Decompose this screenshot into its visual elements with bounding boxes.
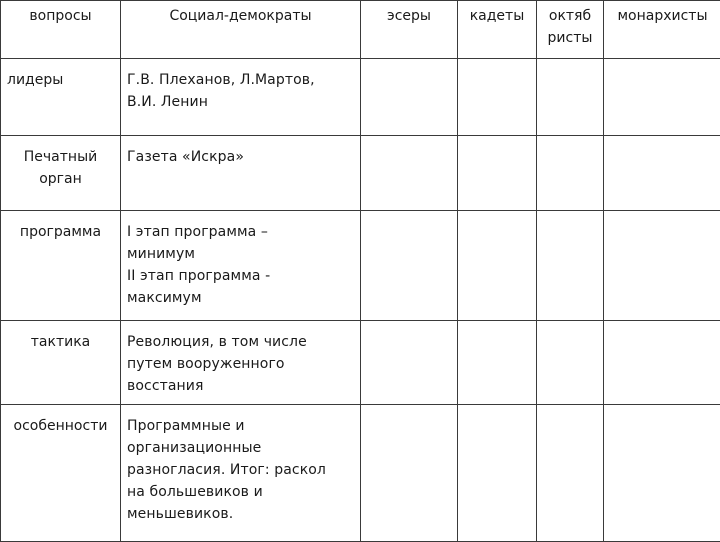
cell-monarchists-leaders xyxy=(604,59,720,136)
sd-features xyxy=(121,405,361,542)
header-octobrists xyxy=(537,1,604,59)
question-press-organ-line-1: Печатный xyxy=(1,146,120,168)
header-questions xyxy=(1,1,121,59)
row-press-organ xyxy=(1,136,720,211)
sd-program-line-3: II этап программа - xyxy=(127,265,352,287)
header-questions-text: вопросы xyxy=(1,5,120,27)
header-esers-text: эсеры xyxy=(361,5,457,27)
cell-octobrists-press-organ xyxy=(537,136,604,211)
header-social-democrats-text: Социал-демократы xyxy=(121,5,360,27)
cell-monarchists-tactics xyxy=(604,321,720,405)
question-features-text: особенности xyxy=(1,415,120,437)
sd-features-line-4: на большевиков и xyxy=(127,481,352,503)
header-octobrists-line-1: октяб xyxy=(537,5,603,27)
cell-kadets-features xyxy=(458,405,537,542)
question-press-organ-line-2: орган xyxy=(1,168,120,190)
question-tactics-text: тактика xyxy=(1,331,120,353)
question-tactics xyxy=(1,321,121,405)
header-monarchists-text: монархисты xyxy=(604,5,720,27)
cell-monarchists-features xyxy=(604,405,720,542)
cell-octobrists-program xyxy=(537,211,604,321)
row-program xyxy=(1,211,720,321)
sd-program-line-4: максимум xyxy=(127,287,352,309)
cell-esers-leaders xyxy=(361,59,458,136)
cell-kadets-tactics xyxy=(458,321,537,405)
question-leaders xyxy=(1,59,121,136)
header-kadets xyxy=(458,1,537,59)
cell-kadets-press-organ xyxy=(458,136,537,211)
row-leaders xyxy=(1,59,720,136)
sd-press-organ xyxy=(121,136,361,211)
sd-features-line-3: разногласия. Итог: раскол xyxy=(127,459,352,481)
cell-kadets-program xyxy=(458,211,537,321)
sd-features-line-1: Программные и xyxy=(127,415,352,437)
header-octobrists-line-2: ристы xyxy=(537,27,603,49)
header-social-democrats xyxy=(121,1,361,59)
sd-tactics-line-2: путем вооруженного xyxy=(127,353,352,375)
sd-tactics xyxy=(121,321,361,405)
question-features xyxy=(1,405,121,542)
question-program xyxy=(1,211,121,321)
sd-leaders xyxy=(121,59,361,136)
question-press-organ xyxy=(1,136,121,211)
sd-program xyxy=(121,211,361,321)
cell-kadets-leaders xyxy=(458,59,537,136)
cell-octobrists-leaders xyxy=(537,59,604,136)
sd-leaders-line-2: В.И. Ленин xyxy=(127,91,352,113)
cell-esers-press-organ xyxy=(361,136,458,211)
cell-octobrists-tactics xyxy=(537,321,604,405)
cell-octobrists-features xyxy=(537,405,604,542)
cell-monarchists-press-organ xyxy=(604,136,720,211)
cell-monarchists-program xyxy=(604,211,720,321)
header-row xyxy=(1,1,720,59)
sd-features-line-5: меньшевиков. xyxy=(127,503,352,525)
sd-tactics-line-3: восстания xyxy=(127,375,352,397)
question-leaders-text: лидеры xyxy=(7,69,120,91)
cell-esers-features xyxy=(361,405,458,542)
header-esers xyxy=(361,1,458,59)
sd-leaders-line-1: Г.В. Плеханов, Л.Мартов, xyxy=(127,69,352,91)
sd-program-line-1: I этап программа – xyxy=(127,221,352,243)
header-monarchists xyxy=(604,1,720,59)
row-tactics xyxy=(1,321,720,405)
sd-program-line-2: минимум xyxy=(127,243,352,265)
cell-esers-program xyxy=(361,211,458,321)
sd-features-line-2: организационные xyxy=(127,437,352,459)
sd-press-organ-line-1: Газета «Искра» xyxy=(127,146,352,168)
header-kadets-text: кадеты xyxy=(458,5,536,27)
question-program-text: программа xyxy=(1,221,120,243)
row-features xyxy=(1,405,720,542)
sd-tactics-line-1: Революция, в том числе xyxy=(127,331,352,353)
cell-esers-tactics xyxy=(361,321,458,405)
